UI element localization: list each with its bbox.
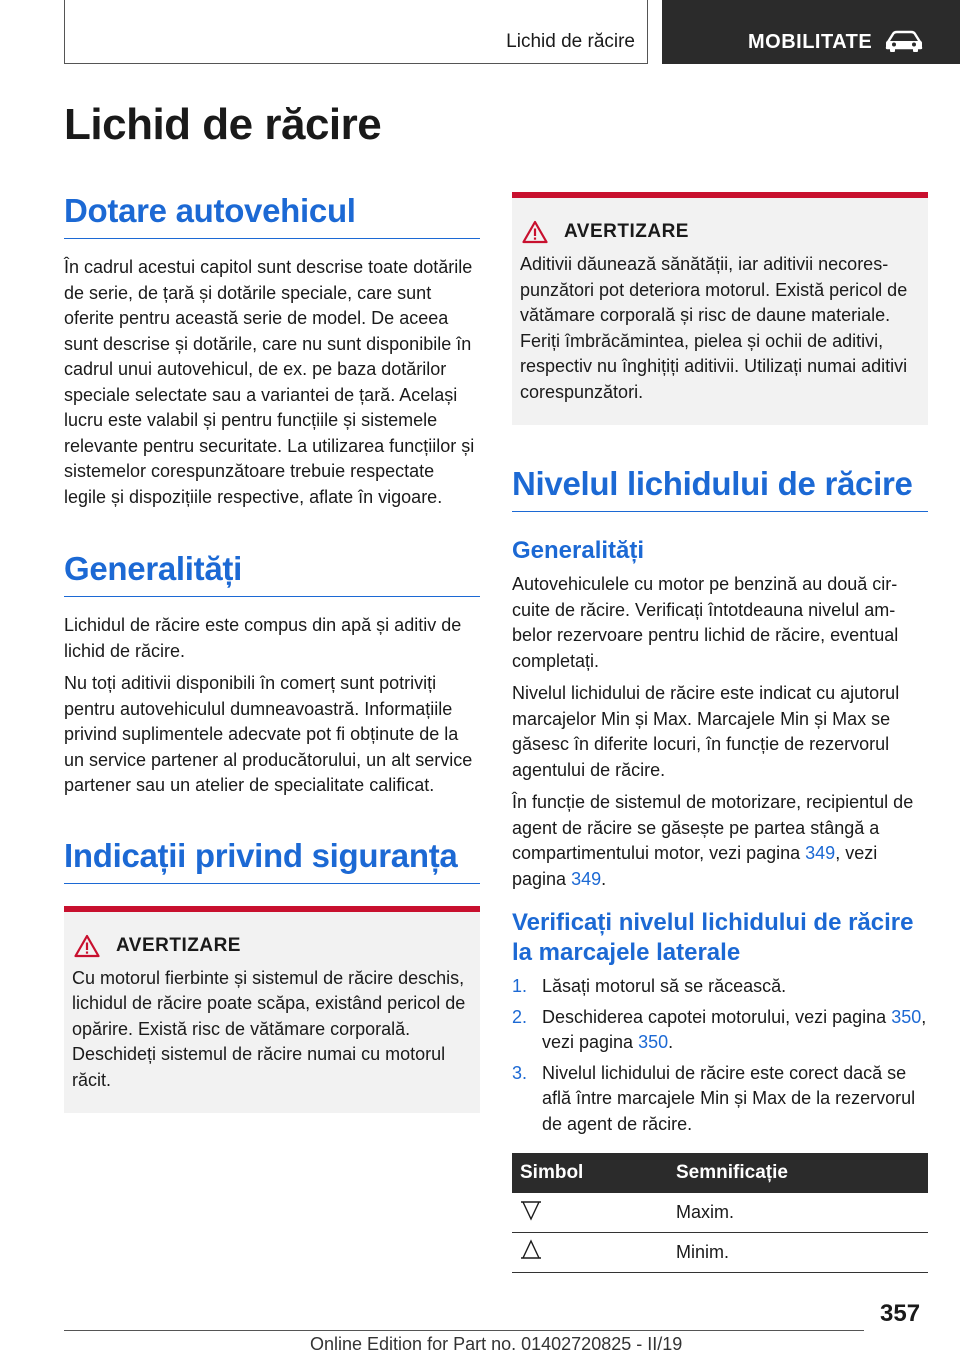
page-link-350[interactable]: 350 <box>638 1032 669 1052</box>
page-link-350[interactable]: 350 <box>891 1006 922 1027</box>
warning-box-aditivi <box>512 192 928 425</box>
symbol-table <box>512 1153 928 1273</box>
subsection-title-verificati: Verificați nivelul lichidului de răcire la marcajele laterale <box>512 909 914 966</box>
nivel-p3-text: . <box>601 868 607 889</box>
edition-text: Online Edition for Part no. 01402720825 - II/19 <box>310 1334 683 1354</box>
right-column <box>512 192 928 1273</box>
min-mark-icon <box>520 1239 542 1261</box>
generalitati-p1: Lichidul de răcire este compus din apă și aditiv de lichid de răcire. <box>64 615 462 661</box>
header-chapter-box[interactable] <box>662 0 960 64</box>
table-row <box>512 1233 928 1273</box>
header-section-title: Lichid de răcire <box>506 31 635 52</box>
nivel-p3-text: În funcție de sistemul de motorizare, recipientul de agent de răcire se găsește pe partea stângă a compartimentului motor, vezi pagina <box>512 792 914 863</box>
warning-title: AVERTIZARE <box>116 934 241 956</box>
car-icon <box>884 30 924 52</box>
warning-text: Aditivii dăunează sănătății, iar aditivii necorespunzători pot deteriora motorul. Există pericol de vătămare corporală și risc de daune materiale. Feriți îmbrăcămintea, pielea și ochii de aditivi, respectiv nu înghițiți aditivii. Utilizați numai aditivi corespunzători. <box>520 254 908 402</box>
table-cell-symbol <box>512 1193 668 1233</box>
section-title-nivel: Nivelul lichidului de răcire <box>512 465 928 512</box>
table-header-meaning: Semnificație <box>668 1153 928 1193</box>
warning-triangle-icon <box>522 220 548 244</box>
max-mark-icon <box>520 1199 542 1221</box>
warning-header <box>72 934 472 958</box>
table-row <box>512 1193 928 1233</box>
step-text <box>542 1005 928 1056</box>
page-number: 357 <box>880 1300 921 1327</box>
list-item <box>512 1005 928 1056</box>
footer-divider <box>64 1330 864 1331</box>
section-title-siguranta: Indicații privind siguranța <box>64 837 480 884</box>
section-title-dotare: Dotare autovehicul <box>64 192 480 239</box>
step-text: Lăsați motorul să se răcească. <box>542 976 787 996</box>
step-text-part: Deschiderea capotei motorului, vezi pagina <box>542 1006 892 1027</box>
generalitati-p2: Nu toți aditivii disponibili în comerț sunt potriviți pentru autovehiculul dumneavoastră. Informațiile privind suplimentele adecvate pot fi obținute de la un service partener al producătorului, un alt service partener sau un atelier de specialitate calificat. <box>64 673 473 795</box>
warning-text: Cu motorul fierbinte și sistemul de răcire deschis, lichidul de răcire poate scăpa, existând pericol de opărire. Există risc de vătămare corporală. Deschideți sistemul de răcire numai cu motorul răcit. <box>72 967 466 1090</box>
nivel-p1: Autovehiculele cu motor pe benzină au două circuite de răcire. Verificați întotdeauna nivelul ambelor rezervoare pentru lichid de răcire, eventual completați. <box>512 574 899 671</box>
page-link-349[interactable]: 349 <box>571 868 602 889</box>
header-section-box <box>64 0 648 64</box>
step-number: 2. <box>512 1006 528 1027</box>
nivel-p2: Nivelul lichidului de răcire este indicat cu ajutorul marcajelor Min și Max. Marcajele Min și Max se găsesc în diferite locuri, în funcție de rezervorul agentului de răcire. <box>512 683 900 780</box>
warning-triangle-icon <box>74 934 100 958</box>
step-text-part: , vezi pagina <box>542 1006 927 1052</box>
warning-title: AVERTIZARE <box>564 221 689 242</box>
step-number: 1. <box>512 976 528 996</box>
page-link-349[interactable]: 349 <box>805 843 836 863</box>
nivel-p3 <box>512 790 928 892</box>
step-text-part: . <box>668 1032 674 1052</box>
table-cell-symbol <box>512 1233 668 1273</box>
list-item <box>512 1061 928 1138</box>
table-header-symbol: Simbol <box>512 1153 668 1193</box>
list-item <box>512 974 928 1000</box>
step-number: 3. <box>512 1062 528 1083</box>
dotare-text: În cadrul acestui capitol sunt descrise toate dotările de serie, de țară și dotările speciale, care sunt oferite pentru această serie de model. De aceea sunt descrise și dotările, care nu sunt disponibile în cadrul unui autovehicul, de ex. pe baza dotărilor speciale selectate sau a variantei de țară. Același lucru este valabil și pentru funcțiile și sistemele relevante pentru securitate. La utilizarea funcțiilor și sistemelor corespunzătoare trebuie respectate legile și dispozițiile respective, aflate în vigoare. <box>64 257 475 507</box>
nivel-p3-text: , vezi pagina <box>512 843 878 889</box>
table-header-row <box>512 1153 928 1193</box>
table-cell-meaning: Maxim. <box>668 1193 928 1233</box>
page-title: Lichid de răcire <box>64 100 382 149</box>
subsection-title-generalitati: Generalități <box>512 537 645 564</box>
warning-header <box>520 220 920 244</box>
table-cell-meaning: Minim. <box>668 1233 928 1273</box>
header-chapter-title: MOBILITATE <box>748 31 873 53</box>
step-text: Nivelul lichidului de răcire este corect dacă se află între marcajele Min și Max de la rezervorul de agent de răcire. <box>542 1062 916 1134</box>
warning-box-siguranta <box>64 906 480 1114</box>
steps-list <box>512 974 928 1137</box>
section-title-generalitati: Generalități <box>64 550 480 597</box>
left-column <box>64 192 480 1113</box>
